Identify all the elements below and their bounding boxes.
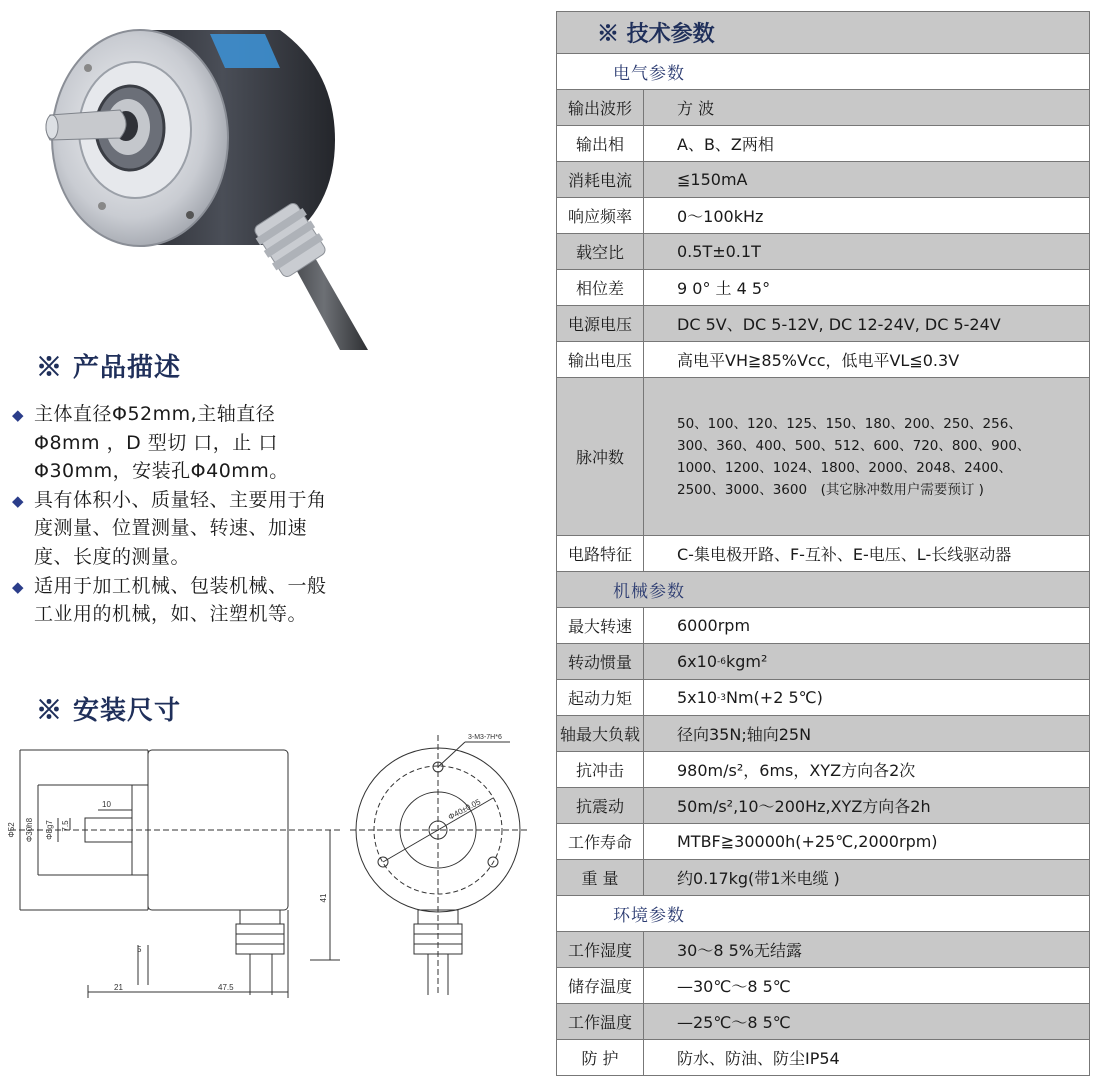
section-electrical: 电气参数	[557, 54, 1089, 90]
dimension-drawing	[7, 730, 550, 1000]
table-row: 抗震动 50m/s²,10～200Hz,XYZ方向各2h	[557, 788, 1089, 824]
table-row: 电路特征 C-集电极开路、F-互补、E-电压、L-长线驱动器	[557, 536, 1089, 572]
table-row: 轴最大负载 径向35N;轴向25N	[557, 716, 1089, 752]
diamond-bullet-icon: ◆	[12, 577, 24, 596]
dim-10: 10	[102, 800, 111, 809]
dim-41: 41	[319, 893, 328, 903]
table-row: 电源电压 DC 5V、DC 5-12V, DC 12-24V, DC 5-24V	[557, 306, 1089, 342]
table-row: 重 量 约0.17kg(带1米电缆 )	[557, 860, 1089, 896]
table-row: 响应频率 0～100kHz	[557, 198, 1089, 234]
install-dimensions-heading: ※ 安装尺寸	[36, 696, 182, 726]
dim-phi52: Φ52	[7, 822, 16, 838]
dim-thread: 3-M3-7H*6	[468, 734, 502, 741]
table-row: 工作湿度 30～8 5%无结露	[557, 932, 1089, 968]
table-row: 输出电压 高电平VH≧85%Vcc，低电平VL≦0.3V	[557, 342, 1089, 378]
table-row: 储存温度 —30℃～8 5℃	[557, 968, 1089, 1004]
dim-21: 21	[114, 983, 123, 992]
section-mechanical: 机械参数	[557, 572, 1089, 608]
product-description-heading: ※ 产品描述	[36, 353, 182, 383]
table-row: 输出相 A、B、Z两相	[557, 126, 1089, 162]
spec-table-title: ※ 技术参数	[557, 12, 1089, 54]
feature-item: ◆ 主体直径Φ52mm,主轴直径Φ8mm ，D 型切 口，止 口Φ30mm，安装孔Φ40mm。	[12, 400, 332, 486]
table-row: 相位差 9 0° 土 4 5°	[557, 270, 1089, 306]
table-row: 转动惯量 6x10 -6 kgm²	[557, 644, 1089, 680]
feature-item: ◆ 具有体积小、质量轻、主要用于角度测量、位置测量、转速、加速度、长度的测量。	[12, 486, 332, 572]
dim-5: 5	[137, 945, 142, 954]
dim-phi40: Φ40±0.05	[446, 797, 483, 822]
feature-item: ◆ 适用于加工机械、包装机械、一般工业用的机械，如、注塑机等。	[12, 572, 332, 629]
table-row: 最大转速 6000rpm	[557, 608, 1089, 644]
dim-phi30: Φ30h8	[25, 817, 34, 843]
table-row: 防 护 防水、防油、防尘IP54	[557, 1040, 1089, 1076]
table-row: 工作温度 —25℃～8 5℃	[557, 1004, 1089, 1040]
table-row: 载空比 0.5T±0.1T	[557, 234, 1089, 270]
dim-47-5: 47.5	[218, 983, 234, 992]
table-row: 起动力矩 5x10 -3 Nm(+2 5℃)	[557, 680, 1089, 716]
section-environment: 环境参数	[557, 896, 1089, 932]
dim-7-5: 7.5	[61, 820, 70, 832]
table-row: 抗冲击 980m/s²，6ms，XYZ方向各2次	[557, 752, 1089, 788]
table-row: 消耗电流 ≦150mA	[557, 162, 1089, 198]
table-row: 工作寿命 MTBF≧30000h(+25℃,2000rpm)	[557, 824, 1089, 860]
diamond-bullet-icon: ◆	[12, 491, 24, 510]
pulse-values: 50、100、120、125、150、180、200、250、256、 300、360、400、500、512、600、720、800、900、 1000、1200、1024、1800、2000、2048、2400、 2500、3000、3600 (其它脉冲数用户需要预订 )	[677, 415, 1031, 498]
feature-list	[12, 400, 332, 629]
table-row-pulse: 脉冲数 50、100、120、125、150、180、200、250、256、 300、360、400、500、512、600、720、800、900、 1000、1200、1024、1800、2000、2048、2400、 2500、3000、3600 (其它脉冲数用户需要预订 )	[557, 378, 1089, 536]
diamond-bullet-icon: ◆	[12, 406, 24, 424]
encoder-photo	[40, 10, 380, 360]
table-row: 输出波形 方 波	[557, 90, 1089, 126]
spec-table	[556, 11, 1090, 1076]
dim-phi8: Φ8g7	[45, 820, 54, 840]
